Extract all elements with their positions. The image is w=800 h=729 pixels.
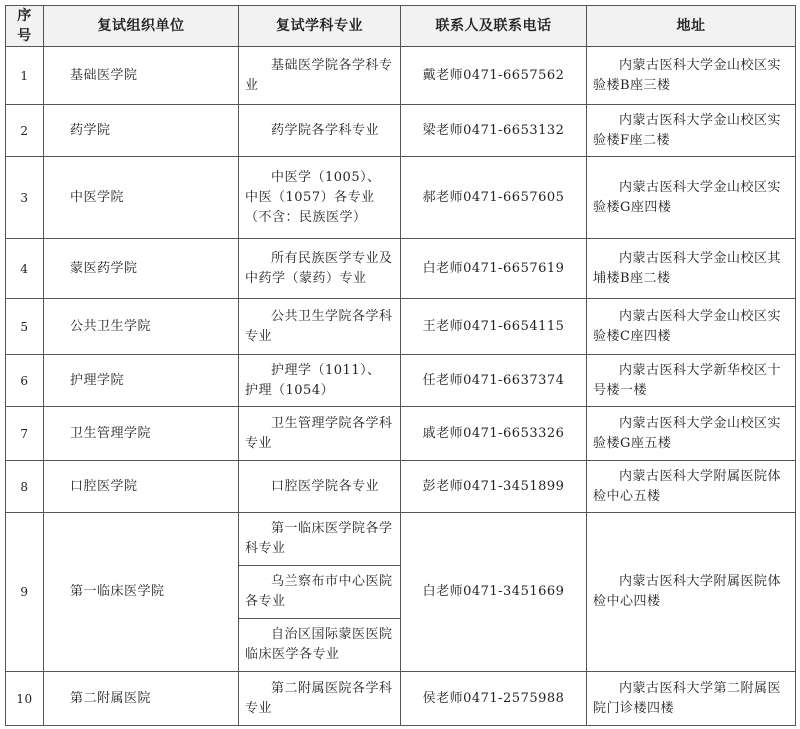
- cell-major: 第一临床医学院各学科专业: [239, 513, 401, 566]
- cell-address: 内蒙古医科大学金山校区实验楼G座五楼: [587, 407, 796, 461]
- cell-major: 第二附属医院各学科专业: [239, 672, 401, 726]
- cell-address: 内蒙古医科大学金山校区实验楼C座四楼: [587, 299, 796, 355]
- cell-index: 3: [6, 157, 44, 239]
- cell-major: 药学院各学科专业: [239, 105, 401, 157]
- cell-contact: 郝老师0471-6657605: [401, 157, 587, 239]
- cell-index: 7: [6, 407, 44, 461]
- table-row: [6, 299, 796, 355]
- cell-address: 内蒙古医科大学金山校区实验楼F座二楼: [587, 105, 796, 157]
- cell-unit: 卫生管理学院: [44, 407, 239, 461]
- table-row: [6, 157, 796, 239]
- cell-unit: 第一临床医学院: [44, 513, 239, 672]
- cell-contact: 戚老师0471-6653326: [401, 407, 587, 461]
- table-header-row: [6, 6, 796, 47]
- cell-major: 基础医学院各学科专业: [239, 47, 401, 105]
- cell-address: 内蒙古医科大学金山校区实验楼G座四楼: [587, 157, 796, 239]
- table-row: [6, 461, 796, 513]
- cell-address: 内蒙古医科大学附属医院体检中心四楼: [587, 513, 796, 672]
- cell-unit: 第二附属医院: [44, 672, 239, 726]
- table-row: [6, 105, 796, 157]
- cell-unit: 基础医学院: [44, 47, 239, 105]
- cell-index: 10: [6, 672, 44, 726]
- cell-index: 6: [6, 355, 44, 407]
- cell-contact: 彭老师0471-3451899: [401, 461, 587, 513]
- cell-address: 内蒙古医科大学金山校区其埔楼B座二楼: [587, 239, 796, 299]
- cell-major: 乌兰察布市中心医院各专业: [239, 566, 401, 619]
- table-row: [6, 407, 796, 461]
- cell-contact: 白老师0471-3451669: [401, 513, 587, 672]
- table-row: [6, 672, 796, 726]
- cell-index: 2: [6, 105, 44, 157]
- cell-major: 卫生管理学院各学科专业: [239, 407, 401, 461]
- header-contact: 联系人及联系电话: [401, 6, 587, 47]
- cell-contact: 戴老师0471-6657562: [401, 47, 587, 105]
- cell-index: 8: [6, 461, 44, 513]
- cell-major: 口腔医学院各专业: [239, 461, 401, 513]
- cell-contact: 任老师0471-6637374: [401, 355, 587, 407]
- cell-unit: 护理学院: [44, 355, 239, 407]
- cell-index: 4: [6, 239, 44, 299]
- cell-contact: 梁老师0471-6653132: [401, 105, 587, 157]
- table-row: [6, 47, 796, 105]
- cell-major: 自治区国际蒙医医院临床医学各专业: [239, 619, 401, 672]
- cell-unit: 口腔医学院: [44, 461, 239, 513]
- cell-index: 5: [6, 299, 44, 355]
- cell-unit: 药学院: [44, 105, 239, 157]
- cell-contact: 王老师0471-6654115: [401, 299, 587, 355]
- cell-unit: 中医学院: [44, 157, 239, 239]
- table-row: [6, 513, 796, 566]
- cell-major: 公共卫生学院各学科专业: [239, 299, 401, 355]
- cell-major: 中医学（1005）、中医（1057）各专业（不含：民族医学）: [239, 157, 401, 239]
- cell-unit: 蒙医药学院: [44, 239, 239, 299]
- cell-address: 内蒙古医科大学金山校区实验楼B座三楼: [587, 47, 796, 105]
- cell-major: 护理学（1011）、护理（1054）: [239, 355, 401, 407]
- header-major: 复试学科专业: [239, 6, 401, 47]
- cell-unit: 公共卫生学院: [44, 299, 239, 355]
- cell-contact: 侯老师0471-2575988: [401, 672, 587, 726]
- cell-address: 内蒙古医科大学第二附属医院门诊楼四楼: [587, 672, 796, 726]
- cell-major: 所有民族医学专业及中药学（蒙药）专业: [239, 239, 401, 299]
- cell-address: 内蒙古医科大学新华校区十号楼一楼: [587, 355, 796, 407]
- retest-units-table: [5, 5, 796, 726]
- header-address: 地址: [587, 6, 796, 47]
- cell-contact: 白老师0471-6657619: [401, 239, 587, 299]
- table-row: [6, 355, 796, 407]
- header-unit: 复试组织单位: [44, 6, 239, 47]
- cell-index: 1: [6, 47, 44, 105]
- cell-address: 内蒙古医科大学附属医院体检中心五楼: [587, 461, 796, 513]
- header-index: 序号: [6, 6, 44, 47]
- table-row: [6, 239, 796, 299]
- cell-index: 9: [6, 513, 44, 672]
